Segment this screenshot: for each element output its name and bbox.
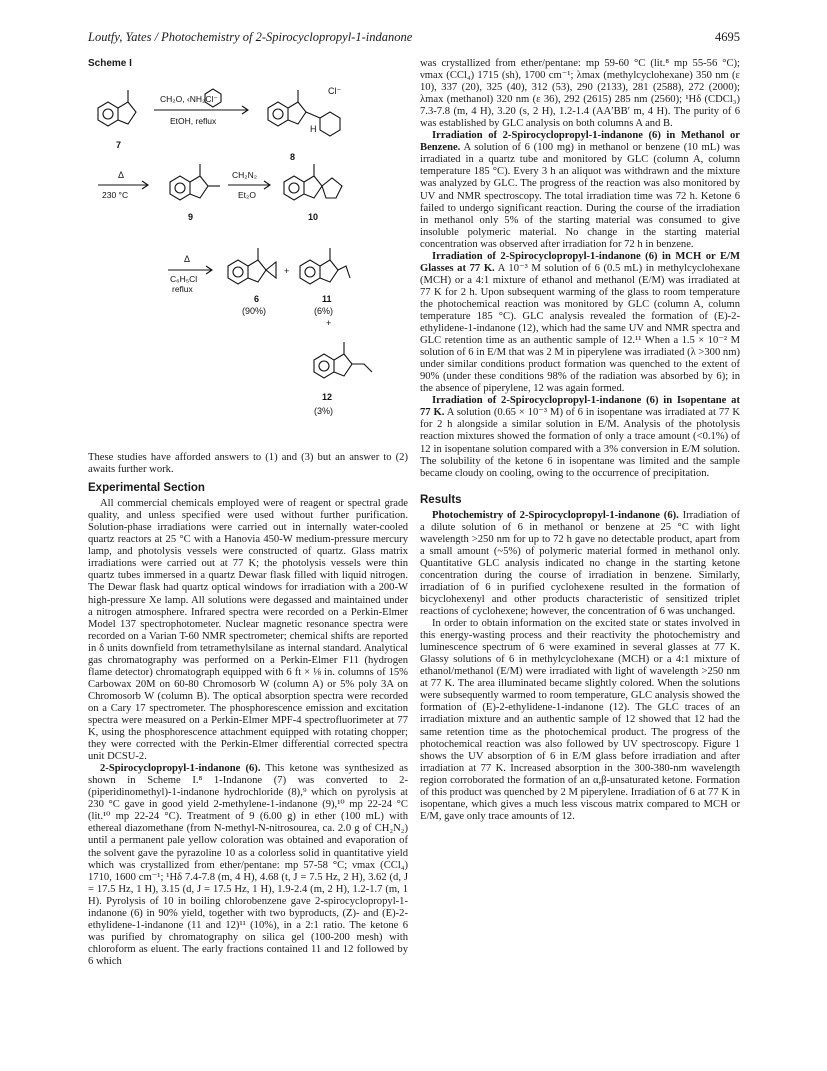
yield-11: (6%) [314,306,334,316]
chloride-label: Cl⁻ [328,86,342,96]
continued-paragraph: was crystallized from ether/pentane: mp 59-60 °C (lit.⁸ mp 55-56 °C); νmax (CCl₄) 1715 (sh), 1700 cm⁻¹; λmax (methylcyclohexane) 350 nm (ε 10), 337 (20), 325 (40), 312 (53), 290 (2133), 281 (2588), 272 (2000); λmax (methanol) 320 nm (ε 36), 292 (2615) 285 nm (2560); ¹Hδ (CDCl₃) 7.3-7.8 (m, 4 H), 3.20 (s, 2 H), 1.2-1.4 (AA′BB′ m, 4 H). The purity of 6 was established by GLC analysis on both columns A and B. [420,58,740,130]
scheme-label: Scheme I [88,58,132,69]
solvent-ether: Et₂O [238,190,256,200]
e-ethylideneindanone-12-structure [314,342,372,378]
plus-sign-2: + [326,318,332,328]
aminoketone-8-structure [268,90,340,136]
experimental-heading: Experimental Section [88,482,205,495]
photochemistry-body: Irradiation of a dilute solution of 6 in methanol or benzene at 25 °C with light wavelength >250 nm for up to 72 h gave no detectable product, apart from a small amount (~5%) of polymeric material formed in methanol only. Quantitative GLC analysis indicated no change in the starting ketone concentration during the course of irradiation in benzene. Similarly, irradiation of 6 in purified cyclohexene resulted in the formation of bicyclohexenyl and other products characteristic of sensitized triplet reactions of cyclohexene; however, the concentration of 6 was unchanged. [420,509,740,618]
reaction-scheme [88,58,408,452]
isopentane-run-in-heading: Irradiation of 2-Spirocyclopropyl-1-indanone (6) in Isopentane at 77 K. [420,395,740,419]
heat-symbol-1: Δ [118,170,125,180]
right-column [420,58,740,823]
yield-6: (90%) [242,306,267,316]
methanol-benzene-paragraph [420,130,740,250]
yield-12: (3%) [314,406,334,416]
reflux-label: reflux [172,284,193,294]
indanone-7-structure [98,90,136,126]
page-number: 4695 [715,30,740,44]
isopentane-body: A solution (0.65 × 10⁻³ M) of 6 in isopentane was irradiated at 77 K for 2 h alongside a similar solution in E/M. Analysis of the photolysis reaction mixtures showed the formation of only a trace amount (<0.1%) of 12 in isopentane solution compared with a 3% conversion in E/M solution. The solubility of the ketone 6 in isopentane was limited and the sample became cloudy on cooling, owing to the occurrence of precipitation. [420,407,740,479]
left-column [88,58,408,968]
compound-7-number: 7 [116,140,122,150]
h-label: H [310,124,317,134]
reagent-diazomethane: CH₂N₂ [232,170,258,180]
synthesis-run-in-heading: 2-Spirocyclopropyl-1-indanone (6). [100,763,261,775]
glass-run-in-heading: Irradiation of 2-Spirocyclopropyl-1-indanone (6) in MCH or E/M Glasses at 77 K. [420,250,740,274]
compound-9-number: 9 [188,212,194,222]
methanol-run-in-heading: Irradiation of 2-Spirocyclopropyl-1-indanone (6) in Methanol or Benzene. [420,130,740,154]
pyrazoline-10-structure [284,164,342,200]
photochemistry-run-in-heading: Photochemistry of 2-Spirocyclopropyl-1-indanone (6). [432,509,679,521]
photochemistry-paragraph [420,510,740,618]
compound-11-number: 11 [322,294,332,304]
synthesis-body: This ketone was synthesized as shown in Scheme I.⁸ 1-Indanone (7) was converted to 2-(piperidinomethyl)-1-indanone hydrochloride (8),⁹ which on pyrolysis at 230 °C gave in good yield 2-methylene-1-indanone (9),¹⁰ mp 22-24 °C (lit.¹⁰ mp 22-24 °C). Treatment of 9 (6.00 g) in ether (100 mL) with ethereal diazomethane (from N-methyl-N-nitrosourea, ca. 2.0 g of CH₂N₂) until a permanent pale yellow coloration was obtained and evaporation of the solvent gave the pyrazoline 10 as a colorless solid in quantitative yield which was crystallized from ether/pentane: mp 57-58 °C; νmax (CCl₄) 1710, 1600 cm⁻¹; ¹Hδ 7.4-7.8 (m, 4 H), 4.68 (t, J = 7.5 Hz, 2 H), 3.62 (d, J = 17.5 Hz, 1 H), 3.15 (d, J = 17.5 Hz, 1 H), 1.9-2.4 (m, 2 H), 1.2-1.7 (m, 1 H). Pyrolysis of 10 in boiling chlorobenzene gave 2-spirocyclopropyl-1-indanone (6) in 90% yield, together with two byproducts, (Z)- and (E)-2-ethylidene-1-indanone (11 and 12)¹¹ (10%), in a 2:1 ratio. The ketone 6 was purified by chromatography on silica gel (100-200 mesh) with chloroform as eluent. The early fractions contained 11 and 12 followed by 6 which [88,763,408,967]
methyleneindanone-9-structure [170,164,220,200]
running-title: Loutfy, Yates / Photochemistry of 2-Spirocyclopropyl-1-indanone [88,30,413,44]
spiroketone-6-structure [228,248,276,284]
compound-10-number: 10 [308,212,319,222]
heat-symbol-2: Δ [184,254,191,264]
compound-6-number: 6 [254,294,260,304]
general-methods-paragraph: All commercial chemicals employed were of reagent or spectral grade quality, and unless specified were used without further purification. Solution-phase irradiations were carried out in internally water-cooled quartz reactors at 25 °C with a Hanovia 450-W medium-pressure mercury lamp, and photolysis vessels were constructed of quartz. Glass matrix irradiations were carried out at 77 K; the photolysis vessels were thin quartz tubes immersed in a quartz Dewar flask filled with liquid nitrogen. The Dewar flask had quartz optical windows for irradiation with a 200-W high-pressure Xe lamp. All solutions were degassed and maintained under a nitrogen atmosphere. Infrared spectra were recorded on a Perkin-Elmer Model 137 spectrophotometer. Nuclear magnetic resonance spectra were recorded on a Varian T-60 NMR spectrometer; chemical shifts are reported in δ units downfield from tetramethylsilane as internal standard. Analytical gas chromatography was performed on a Perkin-Elmer F11 (hydrogen flame detector) chromatograph equipped with 6 ft × ⅛ in. columns of 15% Carbowax 20M on 60-80 Chromosorb W (column A) or 5% poly 3A on Chromosorb W (column B). The optical absorption spectra were recorded on a Cary 17 spectrometer. The phosphorescence emission and excitation spectra were measured on a Perkin-Elmer MPF-4 spectrofluorimeter at 77 K, using the phosphorescence attachment equipped with rotating chopper; they were corrected with the Perkin-Elmer differential corrected spectra unit DCSU-2. [88,498,408,763]
z-ethylideneindanone-11-structure [300,248,350,284]
scheme-drawing [88,70,408,450]
isopentane-paragraph [420,395,740,479]
synthesis-paragraph [88,763,408,968]
methanol-body: A solution of 6 (100 mg) in methanol or benzene (10 mL) was irradiated in a quartz tube and monitored by GLC (column A, column temperature 185 °C). Every 3 h an aliquot was withdrawn and the mixture was analyzed by GLC. The progress of the reaction was also monitored by UV and NMR spectroscopy. The total irradiation time was 72 h. Ketone 6 failed to undergo significant reaction. During the course of the irradiation in methanol only 5% of the starting material was consumed to give insoluble polymeric material. No change in the starting material concentration was observed after irradiation for 72 h in benzene. [420,142,740,250]
compound-8-number: 8 [290,152,296,162]
solvent-chlorobenzene: C₆H₅Cl [170,274,198,284]
excited-state-paragraph: In order to obtain information on the excited state or states involved in this energy-wasting process and their reactivity the photochemistry and luminescence spectrum of 6 were examined in several glasses at 77 K. Glassy solutions of 6 in methylcyclohexane (MCH) or a 4:1 mixture of ethanol/methanol (E/M) were irradiated with light of wavelength >250 nm at 77 K. The area illuminated became slightly colored. When the solutions were subsequently warmed to room temperature, GLC analysis showed the formation of (E)-2-ethylidene-1-indanone (12). The GLC traces of an irradiation mixture and an authentic sample of 12 showed that 12 had the same retention time as the photochemical product. The progress of the photochemical reaction was also followed by UV spectroscopy. Figure 1 shows the UV absorption of 6 in E/M glass before irradiation and after irradiation at 77 K. Increased absorption in the 300-380-nm wavelength region corroborated the formation of an α,β-unsaturated ketone. Formation of this product was quenched by 2 M piperylene. Irradiation of 6 at 77 K in isopentane, which gives a much less viscous matrix compared to MCH or E/M, gave only trace amounts of 12. [420,618,740,822]
plus-sign-1: + [284,266,290,276]
glass-77k-paragraph [420,251,740,396]
glass-body: A 10⁻³ M solution of 6 (0.5 mL) in methylcyclohexane (MCH) or a 4:1 mixture of ethanol and methanol (E/M) was irradiated at 77 K for 2 h. Upon subsequent warming of the glass to room temperature the photochemical reaction was monitored by GLC (column A, column temperature 185 °C). GLC analysis revealed the formation of (E)-2-ethylidene-1-indanone (12), which had the same UV and NMR spectra and GLC retention time as an authentic sample of 12.¹¹ When a 1.5 × 10⁻² M solution of 6 in E/M that was 2 M in piperylene was irradiated (λ >300 nm) under similar conditions product formation was quenched to the extent of 90% (under these conditions 98% of the radiation was absorbed by 6); in the absence of piperylene, 12 was again formed. [420,262,740,395]
running-header [88,30,740,46]
compound-12-number: 12 [322,392,333,402]
results-heading: Results [420,493,462,506]
pyrolysis-temperature: 230 °C [102,190,129,200]
reagent-formaldehyde-amine: CH₂O, ‹NH₂Cl⁻ [160,94,218,104]
intro-paragraph: These studies have afforded answers to (1) and (3) but an answer to (2) awaits further work. [88,452,408,476]
conditions-etoh-reflux: EtOH, reflux [170,116,217,126]
